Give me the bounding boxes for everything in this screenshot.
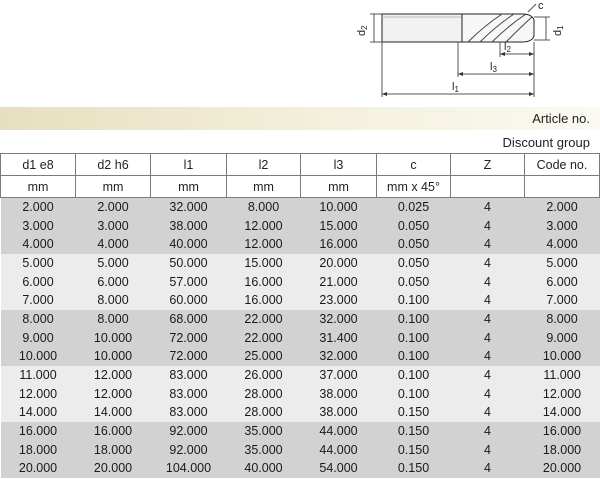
l3-label: l3 bbox=[490, 61, 497, 74]
d1-label: d1 bbox=[552, 25, 565, 36]
table-cell: 38.000 bbox=[151, 216, 227, 235]
table-cell: 4.000 bbox=[525, 235, 600, 254]
table-cell: 72.000 bbox=[151, 347, 227, 366]
table-cell: 40.000 bbox=[227, 459, 301, 478]
table-cell: 4 bbox=[451, 235, 525, 254]
unit-cell: mm bbox=[1, 176, 76, 198]
table-row bbox=[1, 422, 600, 441]
table-row bbox=[1, 403, 600, 422]
table-cell: 10.000 bbox=[76, 347, 151, 366]
table-cell: 2.000 bbox=[1, 198, 76, 217]
table-cell: 12.000 bbox=[76, 366, 151, 385]
table-cell: 12.000 bbox=[1, 384, 76, 403]
table-row bbox=[1, 440, 600, 459]
table-cell: 4 bbox=[451, 328, 525, 347]
table-cell: 4 bbox=[451, 254, 525, 273]
table-cell: 83.000 bbox=[151, 384, 227, 403]
table-cell: 68.000 bbox=[151, 310, 227, 329]
unit-cell: mm x 45° bbox=[377, 176, 451, 198]
table-cell: 23.000 bbox=[301, 291, 377, 310]
table-cell: 28.000 bbox=[227, 403, 301, 422]
l1-label: l1 bbox=[452, 81, 459, 94]
table-cell: 26.000 bbox=[227, 366, 301, 385]
table-cell: 15.000 bbox=[227, 254, 301, 273]
table-row bbox=[1, 384, 600, 403]
table-cell: 0.050 bbox=[377, 235, 451, 254]
table-cell: 4 bbox=[451, 440, 525, 459]
table-cell: 18.000 bbox=[76, 440, 151, 459]
table-row bbox=[1, 366, 600, 385]
unit-cell: mm bbox=[151, 176, 227, 198]
table-row bbox=[1, 254, 600, 273]
table-cell: 31.400 bbox=[301, 328, 377, 347]
table-cell: 0.050 bbox=[377, 254, 451, 273]
table-cell: 12.000 bbox=[525, 384, 600, 403]
table-cell: 4.000 bbox=[1, 235, 76, 254]
table-cell: 4 bbox=[451, 366, 525, 385]
table-cell: 22.000 bbox=[227, 328, 301, 347]
table-cell: 9.000 bbox=[1, 328, 76, 347]
table-cell: 5.000 bbox=[1, 254, 76, 273]
table-cell: 104.000 bbox=[151, 459, 227, 478]
table-cell: 60.000 bbox=[151, 291, 227, 310]
column-header: Code no. bbox=[525, 154, 600, 176]
table-cell: 35.000 bbox=[227, 422, 301, 441]
table-cell: 4 bbox=[451, 384, 525, 403]
table-cell: 72.000 bbox=[151, 328, 227, 347]
article-number-label: Article no. bbox=[532, 111, 590, 126]
table-cell: 11.000 bbox=[1, 366, 76, 385]
table-cell: 14.000 bbox=[76, 403, 151, 422]
table-cell: 4 bbox=[451, 291, 525, 310]
table-cell: 0.050 bbox=[377, 272, 451, 291]
table-cell: 3.000 bbox=[525, 216, 600, 235]
table-cell: 92.000 bbox=[151, 440, 227, 459]
table-cell: 14.000 bbox=[525, 403, 600, 422]
column-header: Z bbox=[451, 154, 525, 176]
table-cell: 20.000 bbox=[525, 459, 600, 478]
table-cell: 8.000 bbox=[525, 310, 600, 329]
table-cell: 20.000 bbox=[301, 254, 377, 273]
table-cell: 3.000 bbox=[76, 216, 151, 235]
table-cell: 0.150 bbox=[377, 440, 451, 459]
column-header: l2 bbox=[227, 154, 301, 176]
table-cell: 37.000 bbox=[301, 366, 377, 385]
table-cell: 4 bbox=[451, 422, 525, 441]
table-row bbox=[1, 272, 600, 291]
table-cell: 50.000 bbox=[151, 254, 227, 273]
table-cell: 0.100 bbox=[377, 347, 451, 366]
table-cell: 44.000 bbox=[301, 422, 377, 441]
table-cell: 10.000 bbox=[301, 198, 377, 217]
c-label: c bbox=[538, 0, 544, 12]
table-cell: 16.000 bbox=[227, 291, 301, 310]
column-header: c bbox=[377, 154, 451, 176]
unit-cell: mm bbox=[227, 176, 301, 198]
table-row bbox=[1, 310, 600, 329]
table-cell: 0.025 bbox=[377, 198, 451, 217]
table-cell: 2.000 bbox=[525, 198, 600, 217]
table-cell: 83.000 bbox=[151, 366, 227, 385]
table-cell: 32.000 bbox=[301, 347, 377, 366]
table-cell: 5.000 bbox=[76, 254, 151, 273]
dimension-table bbox=[0, 153, 600, 478]
table-row bbox=[1, 198, 600, 217]
table-cell: 12.000 bbox=[76, 384, 151, 403]
table-cell: 38.000 bbox=[301, 403, 377, 422]
d2-label: d2 bbox=[356, 25, 369, 36]
column-header: d1 e8 bbox=[1, 154, 76, 176]
table-cell: 7.000 bbox=[525, 291, 600, 310]
table-cell: 8.000 bbox=[76, 310, 151, 329]
table-cell: 22.000 bbox=[227, 310, 301, 329]
table-cell: 12.000 bbox=[227, 235, 301, 254]
column-header-row bbox=[1, 154, 600, 176]
column-header: d2 h6 bbox=[76, 154, 151, 176]
table-cell: 6.000 bbox=[525, 272, 600, 291]
table-cell: 16.000 bbox=[301, 235, 377, 254]
table-cell: 15.000 bbox=[301, 216, 377, 235]
table-cell: 0.100 bbox=[377, 384, 451, 403]
table-cell: 0.150 bbox=[377, 422, 451, 441]
table-cell: 0.100 bbox=[377, 366, 451, 385]
table-cell: 35.000 bbox=[227, 440, 301, 459]
table-cell: 21.000 bbox=[301, 272, 377, 291]
table-cell: 32.000 bbox=[151, 198, 227, 217]
table-row bbox=[1, 347, 600, 366]
table-cell: 28.000 bbox=[227, 384, 301, 403]
table-cell: 20.000 bbox=[1, 459, 76, 478]
unit-cell bbox=[525, 176, 600, 198]
table-row bbox=[1, 328, 600, 347]
table-cell: 8.000 bbox=[227, 198, 301, 217]
table-cell: 14.000 bbox=[1, 403, 76, 422]
table-cell: 3.000 bbox=[1, 216, 76, 235]
table-cell: 4 bbox=[451, 216, 525, 235]
column-header: l1 bbox=[151, 154, 227, 176]
l2-label: l2 bbox=[504, 41, 511, 54]
column-header: l3 bbox=[301, 154, 377, 176]
table-cell: 54.000 bbox=[301, 459, 377, 478]
table-cell: 2.000 bbox=[76, 198, 151, 217]
end-mill-drawing bbox=[340, 0, 600, 104]
unit-cell bbox=[451, 176, 525, 198]
table-cell: 16.000 bbox=[1, 422, 76, 441]
table-cell: 0.100 bbox=[377, 291, 451, 310]
unit-cell: mm bbox=[76, 176, 151, 198]
table-cell: 0.150 bbox=[377, 403, 451, 422]
table-cell: 40.000 bbox=[151, 235, 227, 254]
table-cell: 12.000 bbox=[227, 216, 301, 235]
table-cell: 4 bbox=[451, 272, 525, 291]
table-cell: 4 bbox=[451, 403, 525, 422]
table-cell: 25.000 bbox=[227, 347, 301, 366]
table-cell: 4.000 bbox=[76, 235, 151, 254]
table-cell: 32.000 bbox=[301, 310, 377, 329]
table-row bbox=[1, 291, 600, 310]
table-row bbox=[1, 235, 600, 254]
table-cell: 83.000 bbox=[151, 403, 227, 422]
table-cell: 0.100 bbox=[377, 328, 451, 347]
discount-group-label: Discount group bbox=[502, 135, 590, 150]
table-cell: 18.000 bbox=[525, 440, 600, 459]
table-cell: 4 bbox=[451, 459, 525, 478]
article-number-bar bbox=[0, 107, 600, 130]
table-cell: 4 bbox=[451, 310, 525, 329]
unit-row bbox=[1, 176, 600, 198]
table-cell: 6.000 bbox=[1, 272, 76, 291]
table-cell: 20.000 bbox=[76, 459, 151, 478]
table-cell: 0.150 bbox=[377, 459, 451, 478]
table-cell: 38.000 bbox=[301, 384, 377, 403]
table-cell: 8.000 bbox=[1, 310, 76, 329]
table-cell: 9.000 bbox=[525, 328, 600, 347]
table-row bbox=[1, 459, 600, 478]
table-cell: 11.000 bbox=[525, 366, 600, 385]
table-cell: 8.000 bbox=[76, 291, 151, 310]
table-row bbox=[1, 216, 600, 235]
table-cell: 10.000 bbox=[525, 347, 600, 366]
table-cell: 10.000 bbox=[76, 328, 151, 347]
table-cell: 10.000 bbox=[1, 347, 76, 366]
table-cell: 16.000 bbox=[525, 422, 600, 441]
unit-cell: mm bbox=[301, 176, 377, 198]
table-cell: 16.000 bbox=[76, 422, 151, 441]
table-cell: 7.000 bbox=[1, 291, 76, 310]
table-cell: 5.000 bbox=[525, 254, 600, 273]
table-cell: 16.000 bbox=[227, 272, 301, 291]
table-cell: 6.000 bbox=[76, 272, 151, 291]
table-cell: 57.000 bbox=[151, 272, 227, 291]
table-cell: 18.000 bbox=[1, 440, 76, 459]
table-cell: 0.100 bbox=[377, 310, 451, 329]
table-cell: 4 bbox=[451, 198, 525, 217]
table-cell: 92.000 bbox=[151, 422, 227, 441]
table-cell: 0.050 bbox=[377, 216, 451, 235]
table-cell: 44.000 bbox=[301, 440, 377, 459]
table-body bbox=[1, 198, 600, 478]
table-cell: 4 bbox=[451, 347, 525, 366]
